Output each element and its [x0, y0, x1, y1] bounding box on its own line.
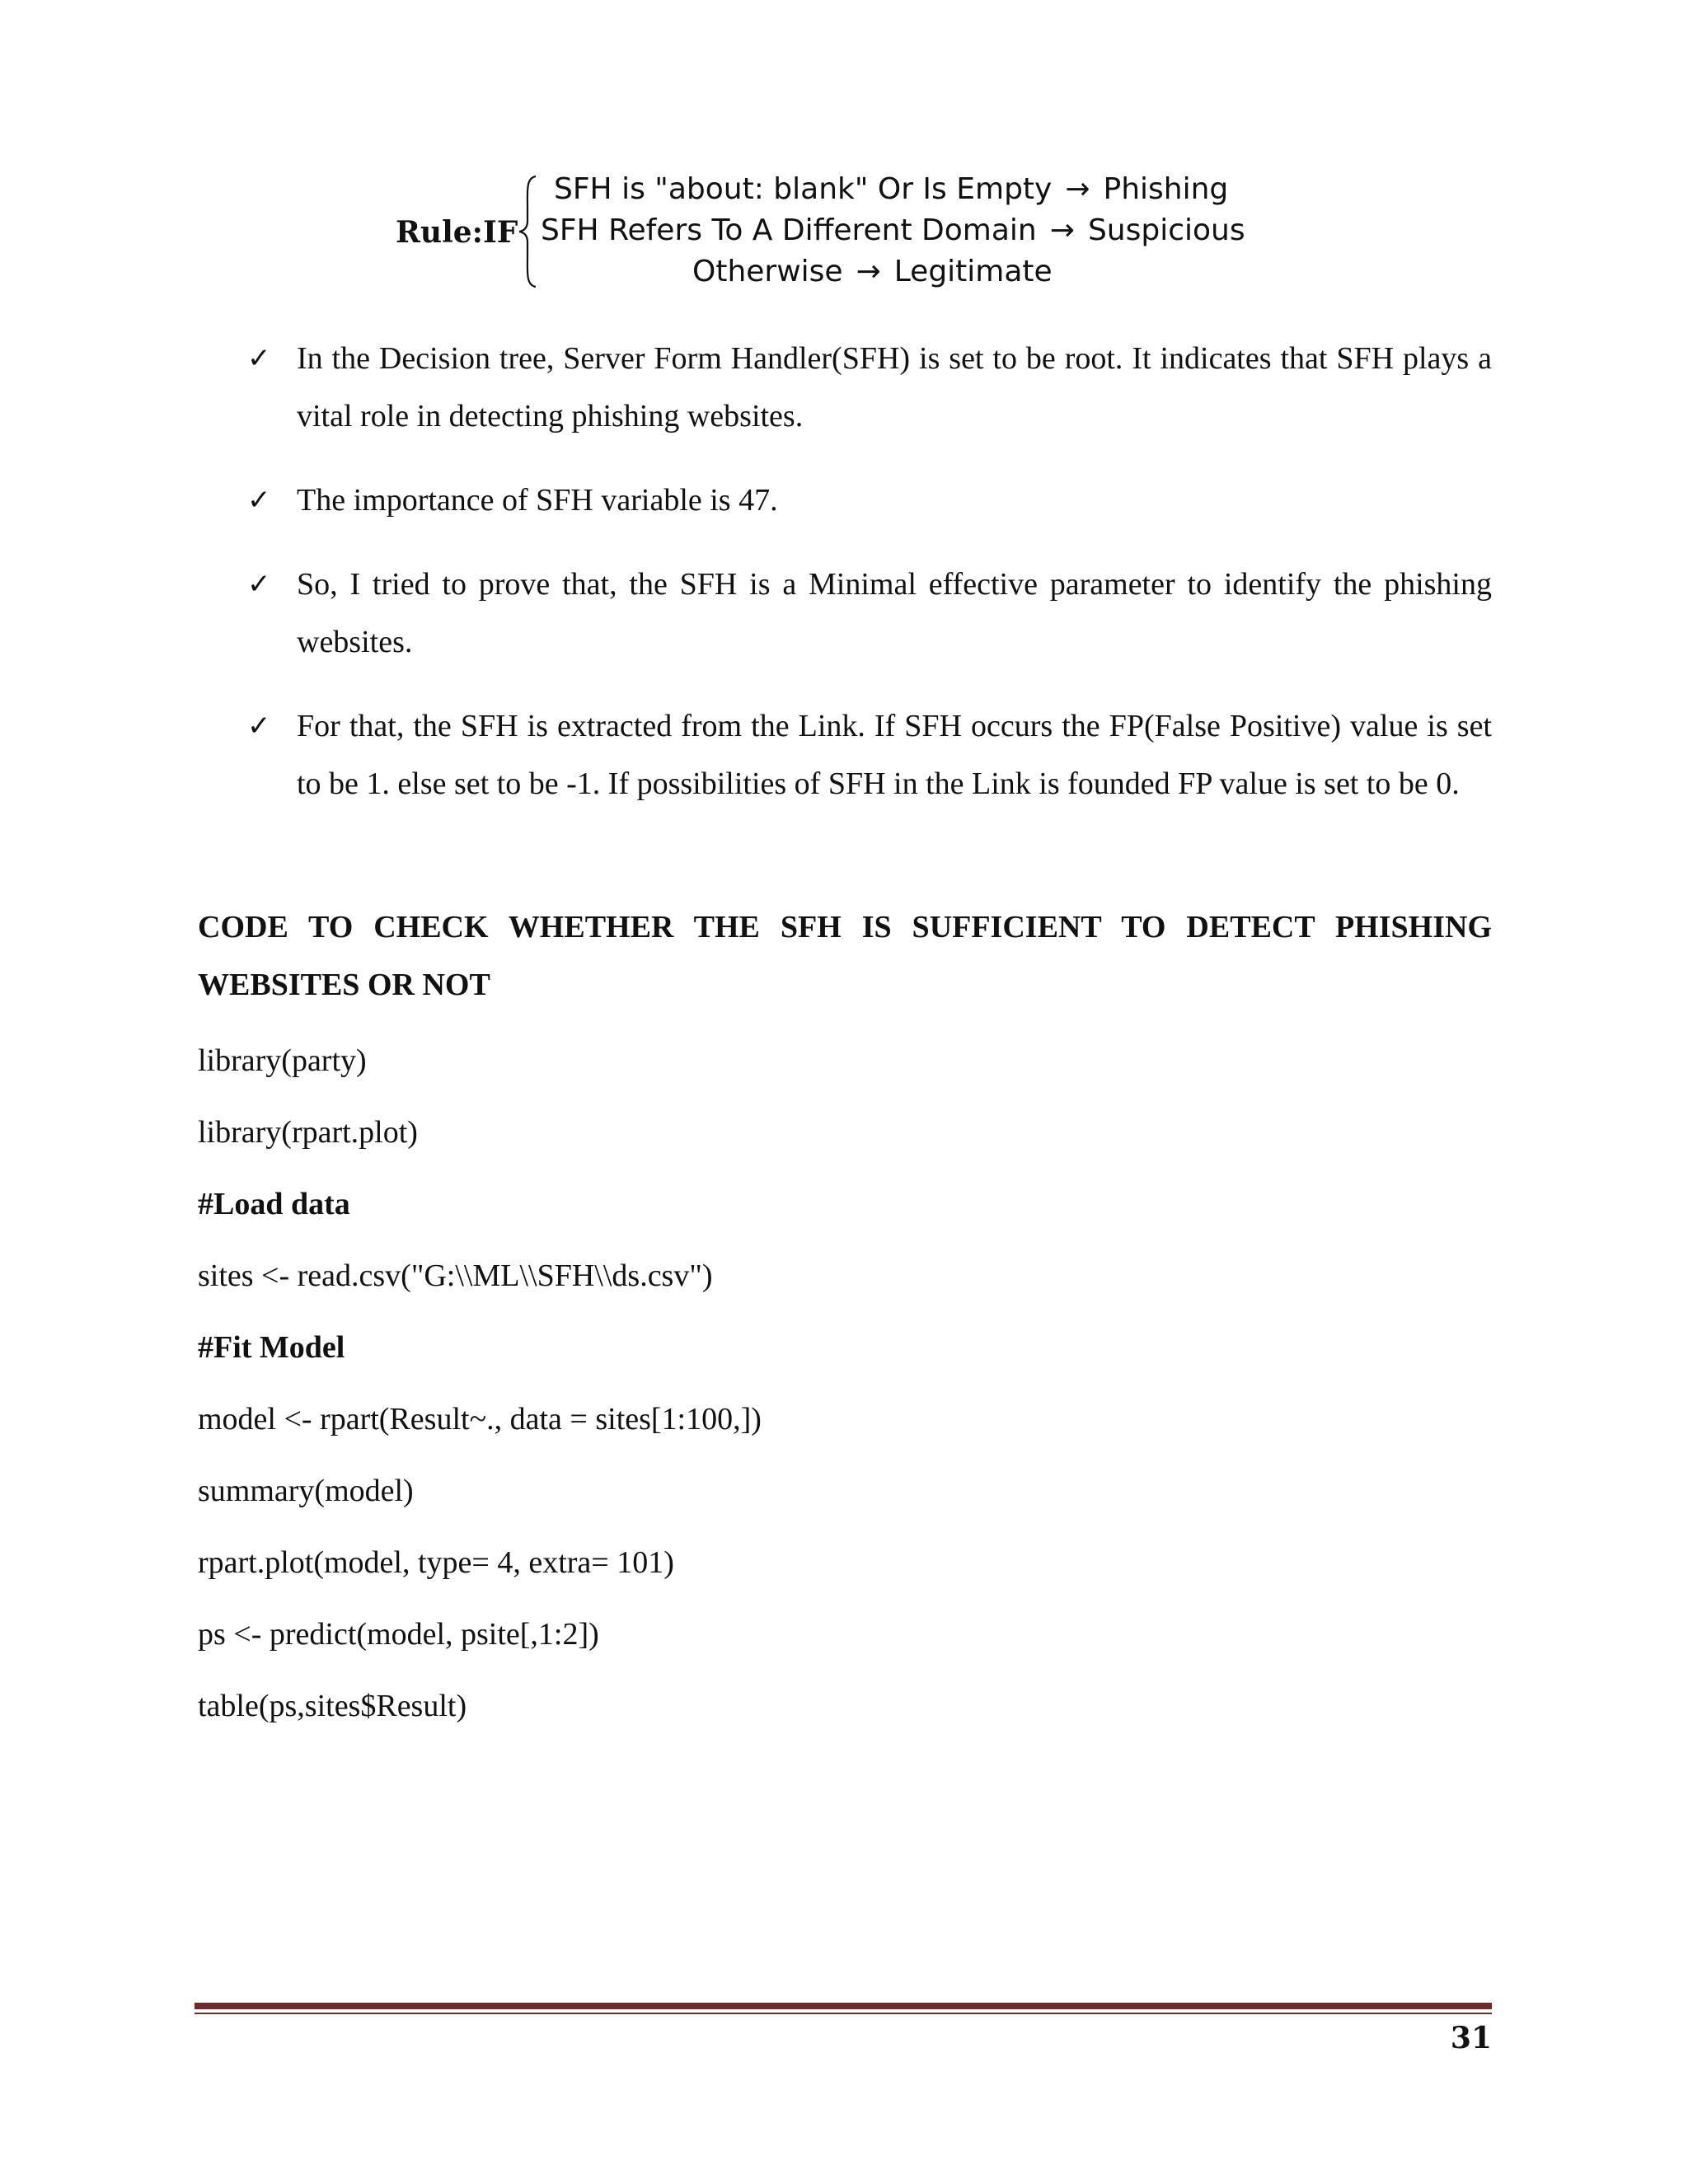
footer-divider-thin: [195, 2013, 1492, 2014]
section-heading: CODE TO CHECK WHETHER THE SFH IS SUFFICIENT TO DETECT PHISHING WEBSITES OR NOT: [198, 910, 1492, 1002]
rule-line-phishing: [554, 170, 1228, 209]
footer-divider: [195, 2003, 1492, 2009]
bullet-list: [198, 330, 1492, 839]
right-arrow-icon: →: [856, 255, 881, 288]
checkmark-icon: ✓: [247, 484, 271, 517]
rule-result: Phishing: [1103, 172, 1229, 206]
bullet-item: [198, 697, 1492, 813]
rule-line-suspicious: [541, 211, 1245, 251]
bullet-item: [198, 471, 1492, 529]
bullet-text: So, I tried to prove that, the SFH is a Minimal effective parameter to identify the phishing websites.: [297, 567, 1492, 659]
bullet-item: [198, 555, 1492, 671]
code-line: table(ps,sites$Result): [198, 1689, 467, 1723]
code-comment: #Load data: [198, 1187, 350, 1221]
right-arrow-icon: →: [1065, 172, 1090, 206]
rule-result: Legitimate: [893, 255, 1053, 288]
curly-brace-icon: [518, 175, 537, 288]
code-line: model <- rpart(Result~., data = sites[1:100,]): [198, 1402, 762, 1436]
rule-condition: SFH is "about: blank" Or Is Empty: [554, 172, 1053, 206]
code-line: summary(model): [198, 1474, 414, 1508]
code-comment: #Fit Model: [198, 1330, 345, 1365]
bullet-text: For that, the SFH is extracted from the Link. If SFH occurs the FP(False Positive) value is set to be 1. else set to be -1. If possibilities of SFH in the Link is founded FP value is set to be 0.: [297, 709, 1492, 801]
code-listing: [198, 1040, 1492, 1757]
rule-condition: Otherwise: [692, 255, 843, 288]
code-line: rpart.plot(model, type= 4, extra= 101): [198, 1545, 674, 1580]
code-line: library(party): [198, 1043, 367, 1078]
right-arrow-icon: →: [1049, 213, 1075, 247]
checkmark-icon: ✓: [247, 342, 271, 375]
code-line: ps <- predict(model, psite[,1:2]): [198, 1617, 599, 1652]
checkmark-icon: ✓: [247, 568, 271, 601]
checkmark-icon: ✓: [247, 710, 271, 743]
rule-condition: SFH Refers To A Different Domain: [541, 213, 1037, 247]
bullet-text: In the Decision tree, Server Form Handler(SFH) is set to be root. It indicates that SFH plays a vital role in detecting phishing websites.: [297, 341, 1492, 434]
code-line: library(rpart.plot): [198, 1115, 418, 1150]
rule-label: Rule:IF: [396, 215, 518, 250]
bullet-text: The importance of SFH variable is 47.: [297, 483, 778, 518]
code-line: sites <- read.csv("G:\\ML\\SFH\\ds.csv"): [198, 1258, 713, 1293]
page-number: 31: [1450, 2021, 1492, 2055]
rule-result: Suspicious: [1087, 213, 1245, 247]
bullet-item: [198, 330, 1492, 445]
rule-line-legitimate: [692, 252, 1053, 292]
